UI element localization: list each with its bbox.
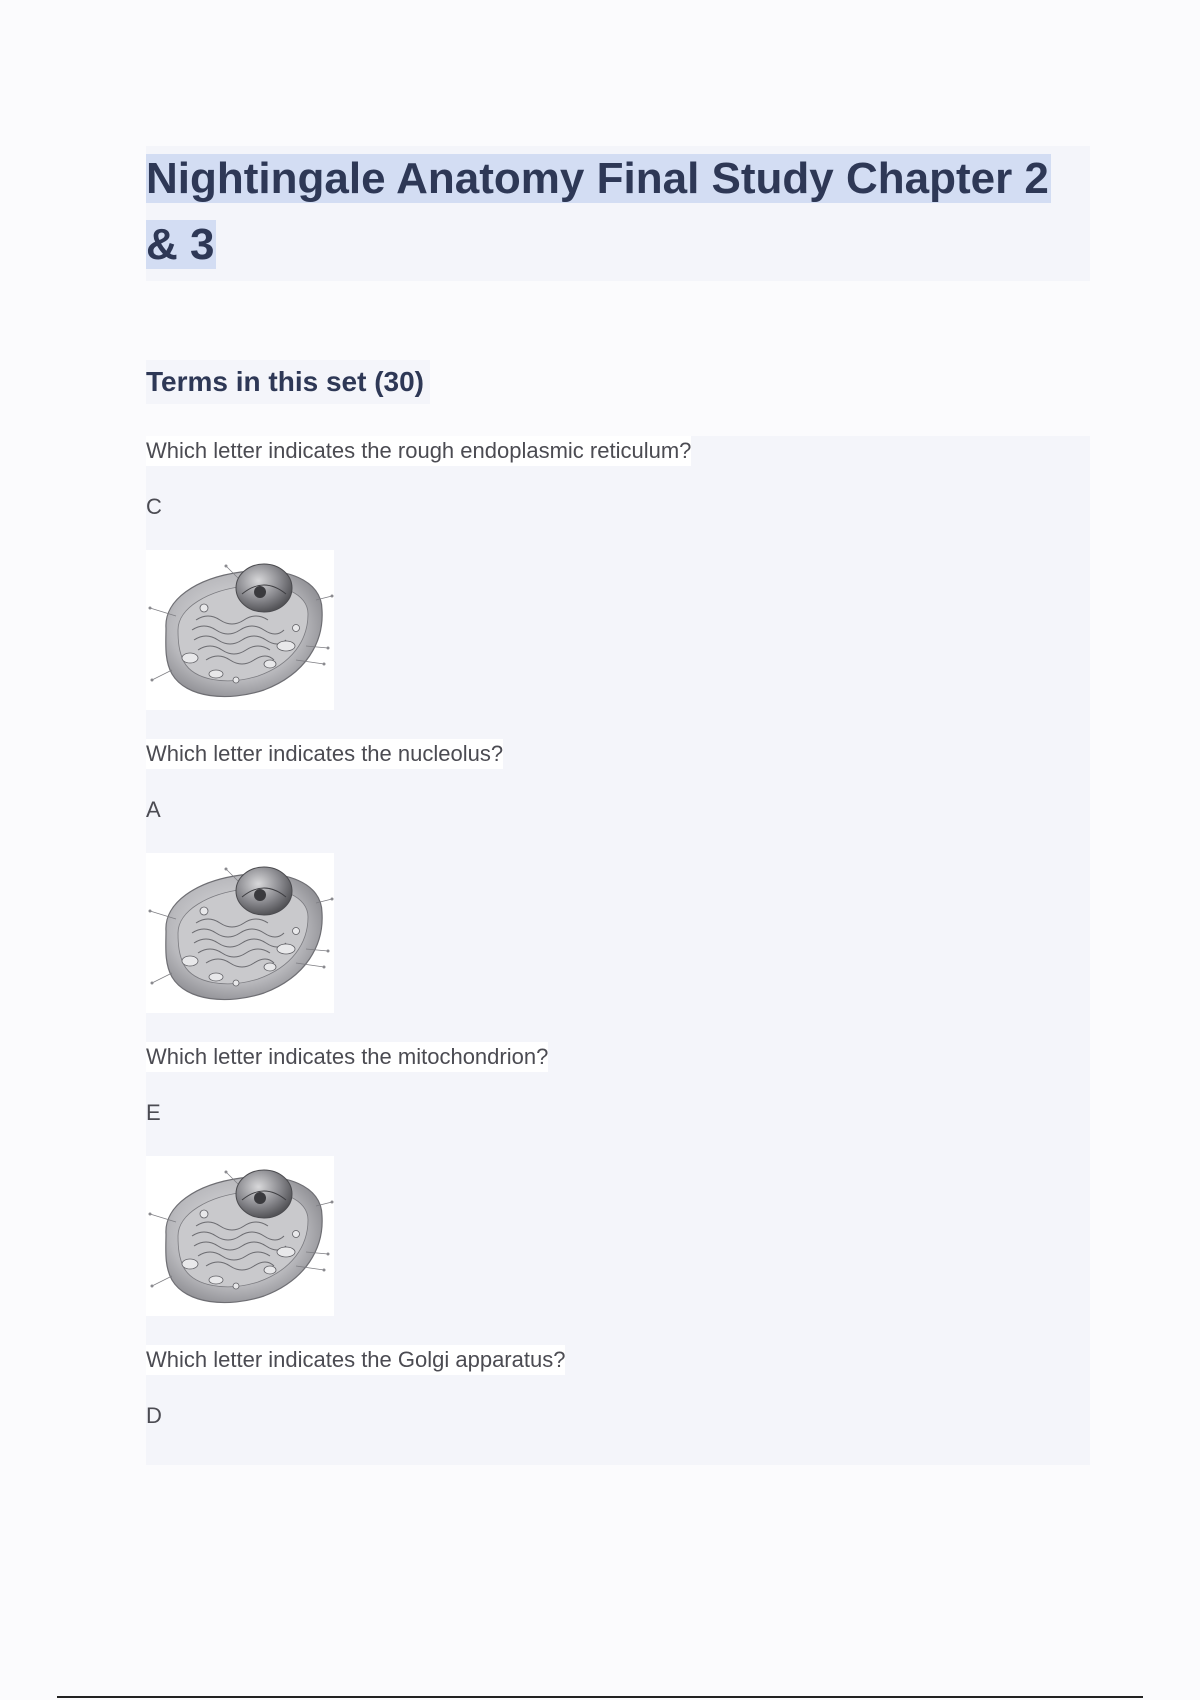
- page-title: Nightingale Anatomy Final Study Chapter 2 & 3: [146, 154, 1049, 269]
- footer-rule: [57, 1696, 1143, 1698]
- title-block: [146, 146, 1090, 281]
- term-answer: D: [146, 1403, 162, 1428]
- cell-diagram-image: [146, 1156, 334, 1316]
- cell-diagram-image: [146, 550, 334, 710]
- term-question: Which letter indicates the mitochondrion?: [146, 1042, 548, 1072]
- term-question: Which letter indicates the rough endoplasmic reticulum?: [146, 436, 691, 466]
- cell-diagram-image: [146, 853, 334, 1013]
- terms-list: [146, 436, 1090, 1465]
- term-answer: E: [146, 1100, 161, 1125]
- terms-heading: Terms in this set (30): [146, 360, 430, 404]
- term-answer: C: [146, 494, 162, 519]
- term-answer: A: [146, 797, 161, 822]
- term-question: Which letter indicates the Golgi apparatus?: [146, 1345, 565, 1375]
- term-question: Which letter indicates the nucleolus?: [146, 739, 503, 769]
